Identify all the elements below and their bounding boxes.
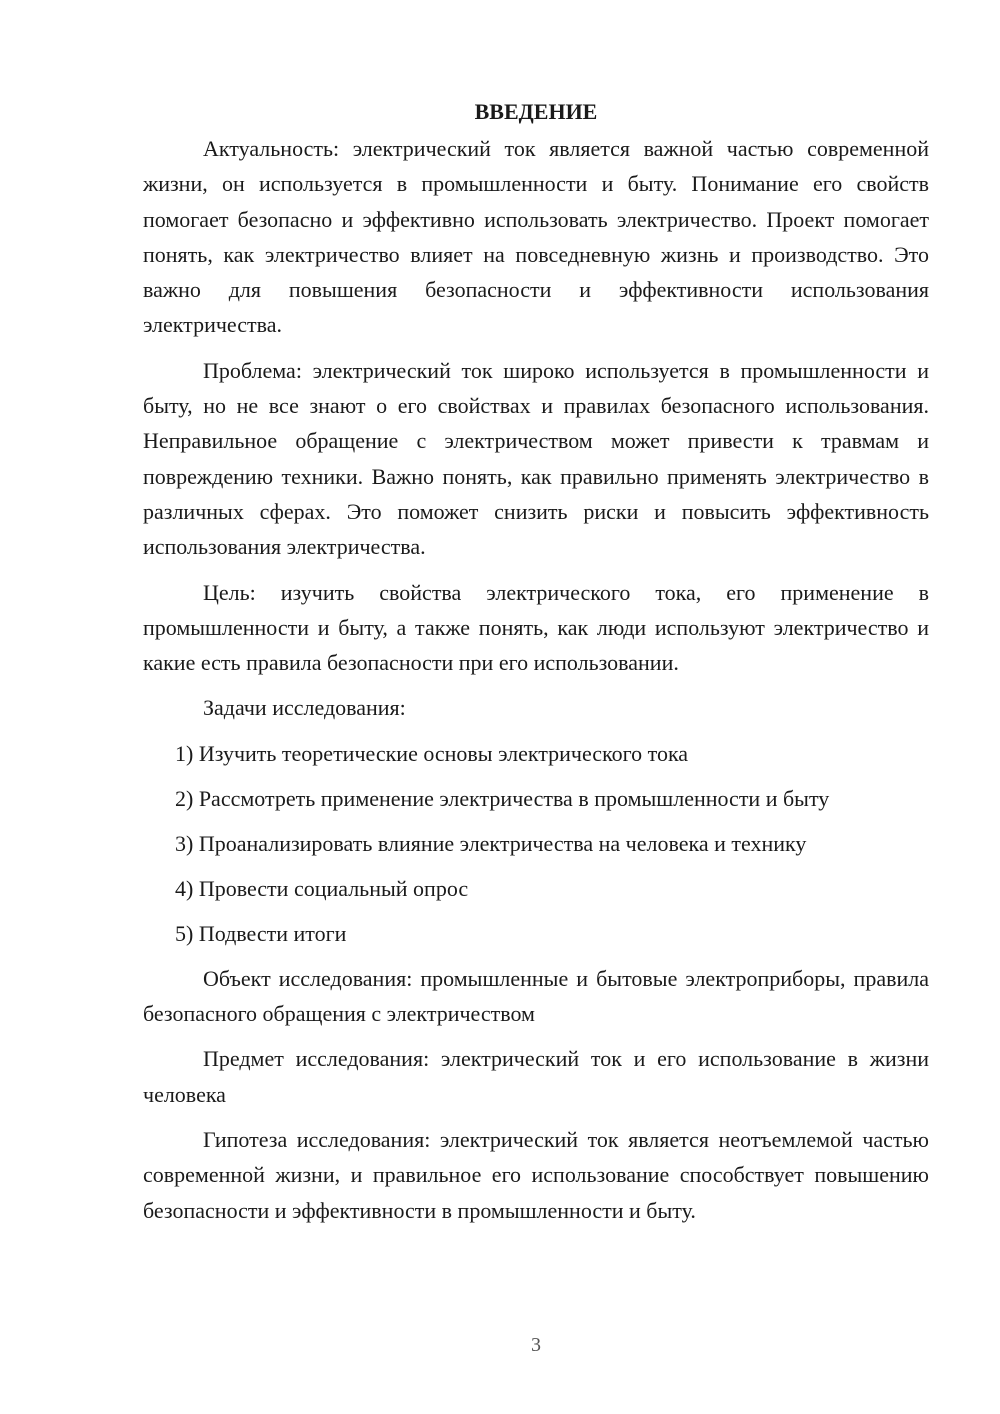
list-item: 3) Проанализировать влияние электричества на человека и технику [175, 830, 807, 856]
paragraph-relevance: Актуальность: электрический ток является важной частью современной жизни, он используется в промышленности и быту. Понимание его свойств помогает безопасно и эффективно использовать электричество. Проект помогает понять, как электричество влияет на повседневную жизнь и производство. Это важно для повышения безопасности и эффективности использования электричества. [143, 136, 929, 338]
list-item: 5) Подвести итоги [175, 920, 347, 946]
document-page [143, 94, 929, 1238]
paragraph-problem: Проблема: электрический ток широко используется в промышленности и быту, но не все знают о его свойствах и правилах безопасного использования. Неправильное обращение с электричеством может привести к травмам и повреждению техники. Важно понять, как правильно применять электричество в различных сферах. Это поможет снизить риски и повысить эффективность использования электричества. [143, 357, 929, 560]
paragraph-object: Объект исследования: промышленные и бытовые электроприборы, правила безопасного обращения с электричеством [143, 965, 929, 1027]
section-title: ВВЕДЕНИЕ [474, 99, 598, 124]
paragraph-tasks-heading: Задачи исследования: [203, 695, 406, 721]
list-item: 2) Рассмотреть применение электричества в промышленности и быту [175, 785, 830, 811]
paragraph-goal: Цель: изучить свойства электрического тока, его применение в промышленности и быту, а также понять, как люди используют электричество и какие есть правила безопасности при его использовании. [143, 579, 929, 676]
list-item: 1) Изучить теоретические основы электрического тока [175, 740, 689, 766]
page-number: 3 [531, 1334, 541, 1356]
list-item: 4) Провести социальный опрос [175, 875, 469, 901]
tasks-list [143, 736, 929, 951]
paragraph-subject: Предмет исследования: электрический ток и его использование в жизни человека [143, 1046, 929, 1107]
paragraph-hypothesis: Гипотеза исследования: электрический ток является неотъемлемой частью современной жизни, и правильное его использование способствует повышению безопасности и эффективности в промышленности и быту. [143, 1126, 929, 1223]
